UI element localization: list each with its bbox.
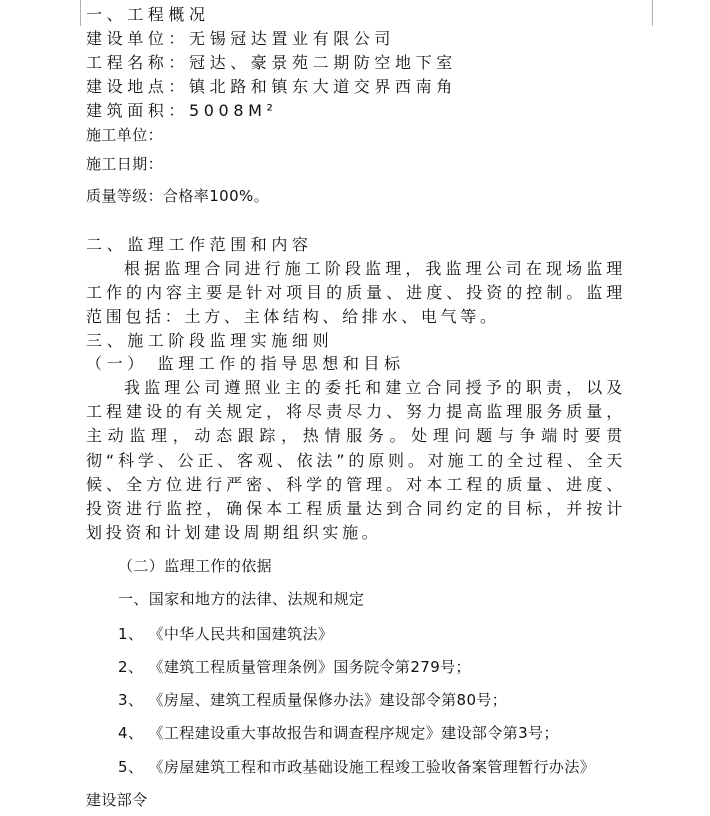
section-heading-overview: 一、工程概况: [86, 5, 210, 24]
scope-paragraph: 根据监理合同进行施工阶段监理，我监理公司在现场监理工作的内容主要是针对项目的质量、进度、投资的控制。监理范围包括：土方、主体结构、给排水、电气等。: [86, 259, 626, 327]
guiding-ideas-paragraph: 我监理公司遵照业主的委托和建立合同授予的职责，以及工程建设的有关规定，将尽责尽力、努力提高监理服务质量，主动监理，动态跟踪，热情服务。处理问题与争端时要贯彻“科学、公正、客观、依法”的原则。对施工的全过程、全天候、全方位进行严密、科学的管理。对本工程的质量、进度、投资进行监控，确保本工程质量达到合同约定的目标，并按计划投资和计划建设周期组织实施。: [86, 378, 626, 543]
subsection-heading-guiding-ideas: （一） 监理工作的指导思想和目标: [86, 354, 405, 373]
laws-heading: 一、国家和地方的法律、法规和规定: [118, 590, 365, 608]
contractor-line: 施工单位：: [86, 126, 164, 144]
basis-list-item: 2、 《建筑工程质量管理条例》国务院令第279号；: [118, 658, 471, 676]
trailing-line: 建设部令: [86, 791, 148, 809]
subsection-heading-basis: （二）监理工作的依据: [118, 557, 273, 575]
basis-list-item: 5、 《房屋建筑工程和市政基础设施工程竣工验收备案管理暂行办法》: [118, 758, 596, 776]
right-margin-corner-mark: [652, 0, 679, 26]
project-name-line: 工程名称：冠达、豪景苑二期防空地下室: [86, 53, 457, 72]
building-area-line: 建筑面积：5008M²: [86, 101, 278, 120]
left-margin-corner-mark: [54, 0, 81, 26]
quality-grade-line: 质量等级：合格率100%。: [86, 187, 270, 205]
basis-list-item: 1、 《中华人民共和国建筑法》: [118, 625, 334, 643]
construction-unit-line: 建设单位：无锡冠达置业有限公司: [86, 29, 396, 48]
section-heading-details: 三、施工阶段监理实施细则: [86, 331, 334, 350]
section-heading-scope: 二、监理工作范围和内容: [86, 235, 313, 254]
construction-date-line: 施工日期：: [86, 155, 164, 173]
construction-location-line: 建设地点：镇北路和镇东大道交界西南角: [86, 77, 457, 96]
basis-list-item: 3、 《房屋、建筑工程质量保修办法》建设部令第80号；: [118, 691, 508, 709]
basis-list-item: 4、 《工程建设重大事故报告和调查程序规定》建设部令第3号；: [118, 724, 559, 742]
